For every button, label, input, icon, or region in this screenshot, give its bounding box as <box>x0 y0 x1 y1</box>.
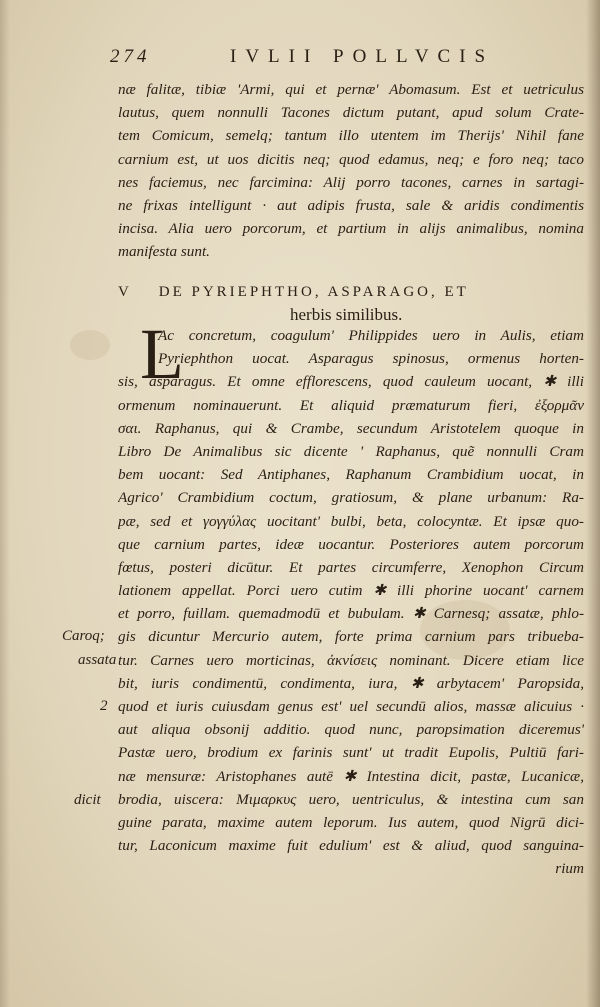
text-line: tem Comicum, semelq; tantum illo utentem im Therijs' Nihil fane <box>118 127 584 145</box>
text-line: bit, iuris condimentū, condimenta, iura, ✱ arbytacem' Paropsida, <box>118 674 584 692</box>
margin-note: Caroq; <box>62 628 105 644</box>
text-line: gis dicuntur Mercurio autem, forte prima carnium pars tribueba- <box>118 628 584 646</box>
page-header <box>110 46 580 72</box>
section-numeral: V <box>118 284 132 300</box>
text-line: carnium est, ut uos dicitis neq; quod edamus, neq; e foro neq; taco <box>118 150 584 168</box>
text-line: incisa. Alia uero porcorum, et partium in alijs animalibus, nomina <box>118 220 584 238</box>
running-head: IVLII POLLVCIS <box>230 46 495 67</box>
paragraph-continued <box>118 78 584 264</box>
drop-cap-initial: L <box>140 314 184 394</box>
text-line: lautus, quem nonnulli Tacones dictum putant, apud solum Crate- <box>118 104 584 122</box>
page-number: 274 <box>110 46 151 67</box>
text-line: Pyriephthon uocat. Asparagus spinosus, ormenus horten- <box>158 350 584 368</box>
text-line: rium <box>555 860 584 878</box>
text-line: que carnium partes, ideæ uocantur. Posteriores autem porcorum <box>118 535 584 553</box>
text-line: brodia, uiscera: Μιμαρκυς uero, uentriculus, & intestina cum san <box>118 790 584 808</box>
text-line: Libro De Animalibus sic dicente ' Raphanus, quẽ nonnulli Cram <box>118 442 584 460</box>
text-line: pæ, sed et γογγύλας uocitant' bulbi, beta, colocyntæ. Et ipsæ quo- <box>118 512 584 530</box>
margin-note: 2 <box>100 698 108 714</box>
text-line: ne frixas intelligunt · aut adipis frusta, sale & aridis condimentis <box>118 196 584 214</box>
text-line: aut aliqua obsonij additio. quod nunc, paropsimation diceremus' <box>118 721 584 739</box>
text-line: Pastæ uero, brodium ex farinis sunt' ut tradit Eupolis, Pultiū fari- <box>118 744 584 762</box>
paper-stain <box>70 330 110 360</box>
text-line: sis, asparagus. Et omne efflorescens, quod cauleum uocant, ✱ illi <box>118 373 584 391</box>
text-line: manifesta sunt. <box>118 243 210 261</box>
section-heading <box>118 280 588 304</box>
section-title: DE PYRIEPHTHO, ASPARAGO, ET <box>158 284 469 300</box>
text-line: quod et iuris cuiusdam genus est' uel secundū alios, massæ alicuius · <box>118 698 584 715</box>
text-line: nes faciemus, nec farcimina: Alij porro tacones, carnes in sartagi- <box>118 173 584 191</box>
text-line: tur. Carnes uero morticinas, ἀκνίσεις nominant. Dicere etiam lice <box>118 651 584 669</box>
text-line: et porro, fuillam. quemadmodū et bubulam. ✱ Carnesq; assatæ, phlo- <box>118 605 584 623</box>
section-title-line2: herbis similibus. <box>290 305 403 324</box>
text-line: ormenum nominauerunt. Et aliquid præmaturum fieri, ἐξορμᾶν <box>118 396 584 414</box>
text-line: næ falitæ, tibiæ 'Armi, qui et pernæ' Abomasum. Est et uetriculus <box>118 81 584 98</box>
margin-note: dicit <box>74 792 101 808</box>
text-line: lationem appellat. Porci uero cutim ✱ illi phorine uocant' carnem <box>118 582 584 600</box>
page-shadow-right <box>586 0 600 1007</box>
text-line: guine parata, maxime autem leporum. Ius autem, quod Nigrū dici- <box>118 813 584 831</box>
text-line: tur, Laconicum maxime fuit edulium' est & aliud, quod sanguina- <box>118 837 584 855</box>
text-line: bem uocant: Sed Antiphanes, Raphanum Crambidium uocat, in <box>118 466 584 484</box>
text-line: Ac concretum, coagulum' Philippides uero in Aulis, etiam <box>158 327 584 344</box>
text-line: Agrico' Crambidium coctum, gratiosum, & plane urbanum: Ra- <box>118 489 584 507</box>
margin-note: assata <box>78 652 117 668</box>
page-shadow-left <box>0 0 10 1007</box>
text-line: fœtus, posteri dicūtur. Et partes circumferre, Xenophon Circum <box>118 558 584 576</box>
text-line: σαι. Raphanus, qui & Crambe, secundum Aristotelem quoque in <box>118 419 584 437</box>
text-line: næ mensuræ: Aristophanes autē ✱ Intestina dicit, pastæ, Lucanicæ, <box>118 767 584 785</box>
